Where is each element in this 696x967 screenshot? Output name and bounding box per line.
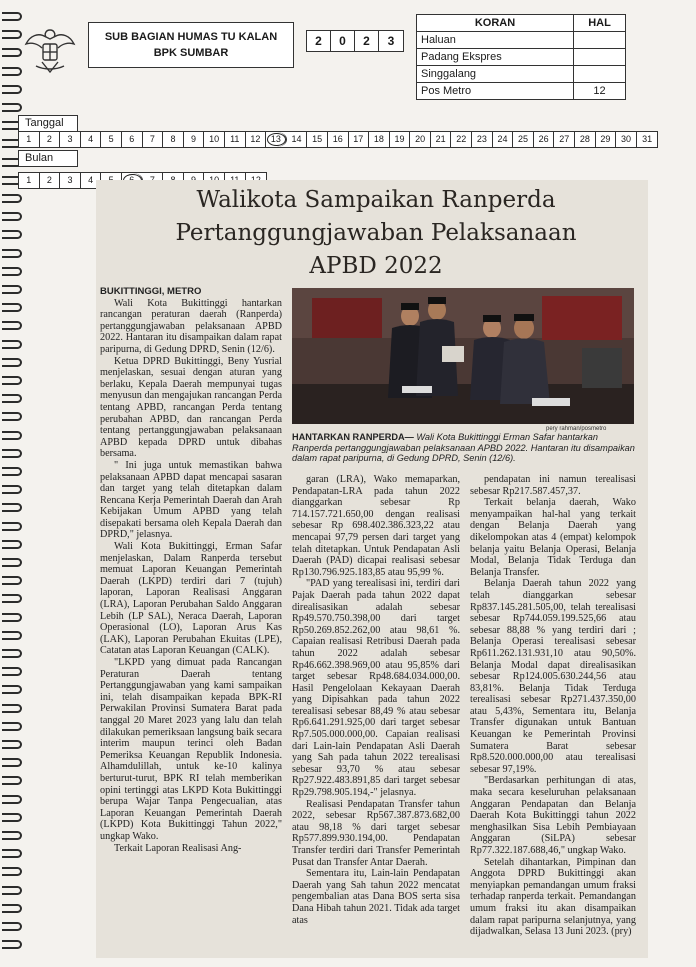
binding-ring [2, 321, 22, 330]
paragraph: Realisasi Pendapatan Transfer tahun 2022, sebesar Rp567.387.873.682,00 atau 98,18 % dari target sebesar Rp577.899.930.194,00. Pendapatan Transfer terdiri dari Transfer Pemerintah Pusat dan Transfer Antar Daerah. [292, 798, 460, 868]
paper-page [574, 32, 626, 49]
number-cell: 11 [225, 132, 246, 147]
binding-ring [2, 394, 22, 403]
binding-ring [2, 412, 22, 421]
binding-ring [2, 849, 22, 858]
number-cell: 27 [554, 132, 575, 147]
binding-ring [2, 594, 22, 603]
binding-ring [2, 449, 22, 458]
office-label-box [88, 22, 294, 68]
paragraph: " Ini juga untuk memastikan bahwa pelaksanaan APBD dapat mencapai sasaran dan target yang telah ditetapkan dalam Rencana Kerja Pemerintah Daerah dan Arah Kebijakan Umum APBD yang telah disepakati bersama oleh Kepala Daerah dan DPRD," jelasnya. [100, 459, 282, 541]
binding-ring [2, 267, 22, 276]
year-digit: 3 [387, 34, 395, 48]
paper-page [574, 66, 626, 83]
number-cell: 19 [390, 132, 411, 147]
garuda-emblem-logo [22, 22, 78, 78]
paper-name: Singgalang [417, 66, 574, 83]
number-cell: 3 [60, 132, 81, 147]
caption-text: Wali Kota Bukittinggi Erman Safar hantarkan Ranperda pertanggungjawaban pelaksanaan APBD 2022. Hantaran itu disampaikan dalam rapat paripurna, di Gedung DPRD, Senin (12/6). [292, 432, 635, 464]
binding-ring [2, 704, 22, 713]
number-cell: 26 [534, 132, 555, 147]
number-cell: 1 [19, 173, 40, 188]
number-cell: 28 [575, 132, 596, 147]
binding-ring [2, 194, 22, 203]
paragraph: Sementara itu, Lain-lain Pendapatan Daerah yang Sah tahun 2022 mencatat pengembalian atas Dana BOS serta sisa Dana Hibah tahun 2021. Tidak ada target atas [292, 868, 460, 926]
binding-ring [2, 867, 22, 876]
binding-ring [2, 522, 22, 531]
binding-ring [2, 358, 22, 367]
binding-ring [2, 540, 22, 549]
number-cell: 24 [493, 132, 514, 147]
binding-ring [2, 904, 22, 913]
binding-ring [2, 886, 22, 895]
paragraph: Terkait belanja daerah, Wako menyampaikan hal-hal yang terkait dengan Belanja Daerah yang dikelompokan atas 4 (empat) kelompok belanja yaitu Belanja Operasi, Belanja Modal, Belanja Tidak Terduga dan Belanja Transfer. [470, 497, 636, 578]
number-cell: 30 [616, 132, 637, 147]
number-cell: 10 [204, 132, 225, 147]
paragraph: "Berdasarkan perhitungan di atas, maka secara keseluruhan pelaksanaan Anggaran Pendapatan dan Belanja Daerah Kota Bukittinggi tahun 2022 menghasilkan Sisa Lebih Pembiayaan Anggaran (SiLPA) sebesar Rp77.322.187.688,46," ungkap Wako. [470, 775, 636, 856]
office-line-2: BPK SUMBAR [153, 47, 229, 59]
koran-header: KORAN [417, 15, 574, 32]
paragraph: Wali Kota Bukittinggi hantarkan rancangan peraturan daerah (Ranperda) pertanggungjawaban pelaksanaan APBD 2022. Hantaran itu disampaikan dalam rapat paripurna, di Gedung DPRD, Senin (12/6). [100, 297, 282, 355]
paragraph: Setelah dihantarkan, Pimpinan dan Anggota DPRD Bukittinggi akan menyiapkan pemandangan umum fraksi terhadap ranperda terkait. Pemandangan umum fraksi itu akan disampaikan dalam rapat paripurna selanjutnya, yang dijadwalkan, Selasa 13 Juni 2023. (pry) [470, 856, 636, 938]
binding-ring [2, 503, 22, 512]
binding-ring [2, 103, 22, 112]
paragraph: Ketua DPRD Bukittinggi, Beny Yusrial menjelaskan, sesuai dengan aturan yang berlaku, Kepala Daerah mempunyai tugas menyusun dan mengajukan rancangan Perda tentang APBD, rancangan Perda tentang perubahan APBD, dan rancangan Perda tentang pertanggungjawaban pelaksanaan APBD kepada DPRD untuk dibahas bersama. [100, 355, 282, 460]
binding-ring [2, 613, 22, 622]
binding-ring [2, 940, 22, 949]
binding-ring [2, 303, 22, 312]
number-cell: 13 [266, 132, 287, 147]
photo-credit: pery rahman/posmetro [546, 426, 607, 432]
article-column-2 [292, 474, 460, 926]
headline-line: Pertanggungjawaban Pelaksanaan [175, 220, 577, 246]
year-digit: 0 [331, 31, 355, 51]
binding-ring [2, 67, 22, 76]
tanggal-row [18, 131, 658, 148]
binding-ring [2, 249, 22, 258]
binding-ring [2, 813, 22, 822]
number-cell: 7 [143, 132, 164, 147]
paper-page [574, 49, 626, 66]
number-cell: 31 [642, 134, 653, 144]
binding-ring [2, 230, 22, 239]
binding-ring [2, 485, 22, 494]
number-cell: 25 [513, 132, 534, 147]
number-cell: 17 [349, 132, 370, 147]
number-cell: 23 [472, 132, 493, 147]
paragraph: Terkait Laporan Realisasi Ang- [114, 842, 242, 854]
paragraph: "PAD yang terealisasi ini, terdiri dari Pajak Daerah pada tahun 2022 dapat direalisasikan adalah sebesar Rp49.570.750.398,00 dari target Rp50.269.852.262,00 atau 98,61 %. Capaian realisasi Retribusi Daerah pada tahun 2022 adalah sebesar Rp46.662.398.969,00 atau 95,85% dari target sebesar Rp48.684.034.000,00. Hasil Pengelolaan Kekayaan Daerah yang Dipisahkan pada tahun 2022 terealisasi sebesar 88,49 % atau sebesar Rp6.641.291.925,00 dari target sebesar Rp7.505.000.000,00. Capaian realisasi dari Lain-lain Pendapatan Asli Daerah yang Sah pada tahun 2022 terealisasi sebesar 93,70 % atau sebesar Rp27.922.483.891,85 dari target sebesar Rp29.798.905.194,-" jelasnya. [292, 578, 460, 799]
binding-ring [2, 776, 22, 785]
binding-ring [2, 12, 22, 21]
binding-ring [2, 212, 22, 221]
year-digit: 2 [355, 31, 379, 51]
number-cell: 1 [19, 132, 40, 147]
binding-ring [2, 376, 22, 385]
number-cell: 4 [81, 132, 102, 147]
paragraph: "LKPD yang dimuat pada Rancangan Peraturan Daerah tentang Pertanggungjawaban yang kami sampaikan ini, telah disampaikan kepada BPK-RI Perwakilan Provinsi Sumatera Barat pada tanggal 20 Maret 2023 yang lalu dan telah dilakukan pemeriksaan langsung baik secara interim maupun terinci oleh Badan Pemeriksa Keuangan Republik Indonesia. Alhamdulillah, untuk ke-10 kalinya berturut-turut, BPK RI telah memberikan opini tertinggi atas LKPD Kota Bukittinggi berupa Wajar Tanpa Pengecualian, atas Laporan Keuangan Pemerintah Daerah (LKPD) Kota Bukittinggi Tahun 2022," ungkap Wako. [100, 657, 282, 842]
binding-ring [2, 576, 22, 585]
paper-name: Pos Metro [417, 83, 574, 100]
number-cell: 12 [246, 132, 267, 147]
paper-name: Padang Ekspres [417, 49, 574, 66]
number-cell: 14 [287, 132, 308, 147]
binding-ring [2, 831, 22, 840]
photo-caption [292, 432, 638, 464]
number-cell: 22 [451, 132, 472, 147]
number-cell: 4 [81, 173, 102, 188]
number-cell: 18 [369, 132, 390, 147]
binding-ring [2, 30, 22, 39]
office-line-1: SUB BAGIAN HUMAS TU KALAN [104, 31, 278, 43]
paragraph: Wali Kota Bukittinggi, Erman Safar menjelaskan, Dalam Ranperda tersebut memuat Laporan Keuangan Pemerintah Daerah (LKPD) terdiri dari 7 (tujuh) laporan, Laporan Realisasi Anggaran (LRA), Laporan Perubahan Saldo Anggaran Lebih (LP SAL), Neraca Daerah, Laporan Operasional (LO), Laporan Arus Kas (LAK), Laporan Perubahan Ekuitas (LPE), Catatan atas Laporan Keuangan (CALK). [100, 541, 282, 657]
newspaper-table [416, 14, 626, 100]
number-cell: 8 [163, 132, 184, 147]
binding-ring [2, 431, 22, 440]
article-column-3 [470, 474, 636, 938]
binding-ring [2, 85, 22, 94]
number-cell: 15 [307, 132, 328, 147]
binding-ring [2, 722, 22, 731]
number-cell: 3 [60, 173, 81, 188]
hal-header: HAL [574, 15, 626, 32]
paragraph: garan (LRA), Wako memaparkan, Pendapatan-LRA pada tahun 2022 dianggarkan sebesar Rp 714.157.721.650,00 dengan realisasi sebesar Rp 698.402.386.323,22 atau mencapai 97,79 persen dari target yang telah ditetapkan. Untuk Pendapatan Asli Daerah (PAD) dicapai realisasi sebesar Rp130.796.925.183,85 atau 95,99 %. [292, 474, 460, 578]
number-cell: 29 [596, 132, 617, 147]
newspaper-clipping [96, 180, 648, 958]
binding-ring [2, 758, 22, 767]
number-cell: 2 [40, 132, 61, 147]
binding-ring [2, 740, 22, 749]
binding-ring [2, 558, 22, 567]
binding-ring [2, 631, 22, 640]
article-column-1 [100, 286, 282, 854]
binding-ring [2, 667, 22, 676]
number-cell: 16 [328, 132, 349, 147]
tanggal-label: Tanggal [18, 115, 78, 132]
number-cell: 20 [410, 132, 431, 147]
number-cell: 2 [40, 173, 61, 188]
table-row [417, 66, 626, 83]
binding-ring [2, 685, 22, 694]
table-row [417, 49, 626, 66]
article-headline [136, 184, 616, 283]
binding-ring [2, 340, 22, 349]
table-row [417, 32, 626, 49]
paper-page: 12 [574, 83, 626, 100]
caption-lead: HANTARKAN RANPERDA— [292, 432, 414, 442]
number-cell: 6 [122, 132, 143, 147]
bulan-label: Bulan [18, 150, 78, 167]
headline-line: Walikota Sampaikan Ranperda [196, 187, 556, 213]
number-cell: 5 [101, 132, 122, 147]
paragraph: Belanja Daerah tahun 2022 yang telah dianggarkan sebesar Rp837.145.281.505,00, telah terealisasi sebesar Rp744.059.199.525,66 atau sebesar 88,88 % yang terdiri dari ; Belanja Operasi terealisasi sebesar Rp611.262.131.931,10 atau 90,50%. Belanja Modal dapat direalisasikan sebesar Rp124.005.630.244,56 atau 83,81%. Belanja Tidak Terduga terealisasi sebesar Rp271.437.350,00 atau 5,43%, Sementara itu, Belanja Transfer digunakan untuk Bantuan Keuangan ke Pemerintah Provinsi Sumatera Barat sebesar Rp8.520.000.000,00 atau terealisasi sebesar 97,19%. [470, 578, 636, 775]
binding-ring [2, 922, 22, 931]
year-digit: 2 [307, 31, 331, 51]
paragraph: pendapatan ini namun terealisasi sebesar Rp217.587.457,37. [470, 474, 636, 497]
dateline: BUKITTINGGI, METRO [100, 286, 202, 297]
paper-name: Haluan [417, 32, 574, 49]
number-cell: 9 [184, 132, 205, 147]
headline-line: APBD 2022 [309, 253, 443, 279]
binding-ring [2, 467, 22, 476]
binding-ring [2, 48, 22, 57]
article-photo [292, 288, 634, 424]
number-cell: 21 [431, 132, 452, 147]
binding-ring [2, 649, 22, 658]
table-row [417, 83, 626, 100]
year-box [306, 30, 404, 52]
binding-ring [2, 795, 22, 804]
binding-ring [2, 285, 22, 294]
